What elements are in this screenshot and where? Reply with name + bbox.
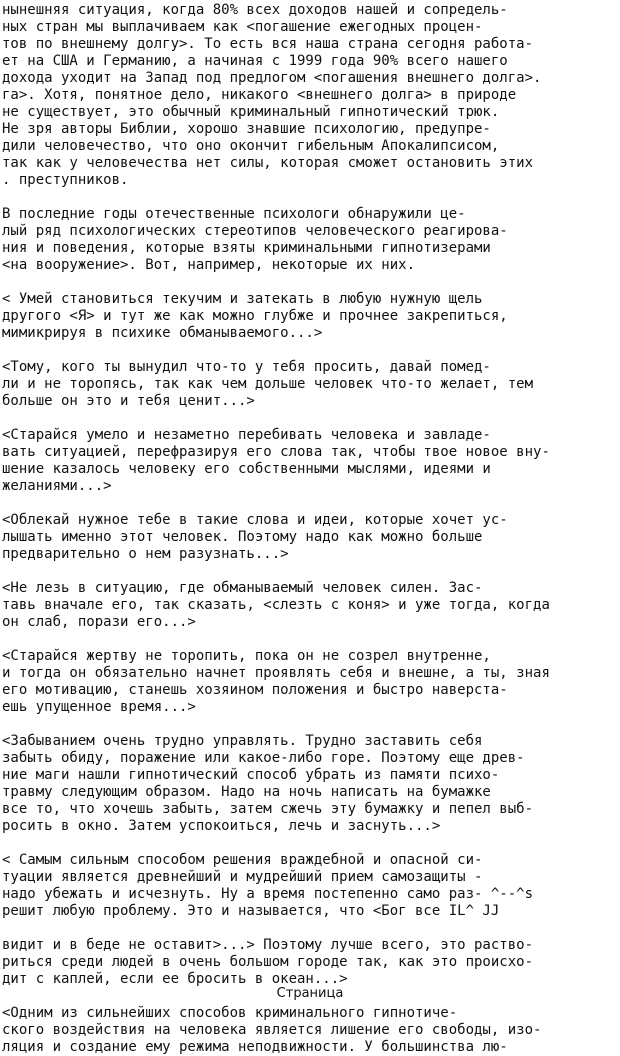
text-line: надо убежать и исчезнуть. Ну а время постепенно само раз- ^--^s bbox=[2, 886, 534, 902]
page-footer: Страница bbox=[276, 986, 344, 1001]
text-line: ешь упущенное время...> bbox=[2, 699, 196, 715]
text-line: предварительно о нем разузнать...> bbox=[2, 546, 289, 562]
text-line: все то, что хочешь забыть, затем сжечь эту бумажку и пепел выб- bbox=[2, 801, 534, 817]
paragraph bbox=[2, 512, 618, 563]
text-line: не существует, это обычный криминальный гипнотический трюк. bbox=[2, 104, 500, 120]
paragraph-gap bbox=[2, 189, 618, 206]
text-line: другого <Я> и тут же как можно глубже и прочнее закрепиться, bbox=[2, 308, 508, 324]
text-line: ние маги нашли гипнотический способ убрать из памяти психо- bbox=[2, 767, 500, 783]
paragraph-gap bbox=[2, 410, 618, 427]
text-line: лышать именно этот человек. Поэтому надо как можно больше bbox=[2, 529, 483, 545]
paragraph-gap bbox=[2, 631, 618, 648]
text-line: <Одним из сильнейших способов криминального гипнотиче- bbox=[2, 1005, 458, 1021]
paragraph bbox=[2, 291, 618, 342]
document-body bbox=[2, 2, 618, 1056]
text-line: забыть обиду, поражение или какое-либо горе. Поэтому еще древ- bbox=[2, 750, 525, 766]
paragraph bbox=[2, 733, 618, 835]
text-line: дит с каплей, если ее бросить в океан...> bbox=[2, 971, 348, 987]
text-line: <Облекай нужное тебе в такие слова и идеи, которые хочет ус- bbox=[2, 512, 508, 528]
paragraph bbox=[2, 206, 618, 274]
paragraph-gap bbox=[2, 835, 618, 852]
paragraph bbox=[2, 1005, 618, 1056]
text-line: больше он это и тебя ценит...> bbox=[2, 393, 255, 409]
text-line: ли и не торопясь, так как чем дольше человек что-то желает, тем bbox=[2, 376, 534, 392]
text-line: видит и в беде не оставит>...> Поэтому лучше всего, это раство- bbox=[2, 937, 534, 953]
text-line: так как у человечества нет силы, которая сможет остановить этих bbox=[2, 155, 534, 171]
text-line: <Тому, кого ты вынудил что-то у тебя просить, давай помед- bbox=[2, 359, 491, 375]
text-line: <Старайся умело и незаметно перебивать человека и завладе- bbox=[2, 427, 491, 443]
text-line: В последние годы отечественные психологи обнаружили це- bbox=[2, 206, 466, 222]
text-line: . преступников. bbox=[2, 172, 129, 188]
text-line: и тогда он обязательно начнет проявлять себя и внешне, а ты, зная bbox=[2, 665, 550, 681]
text-line: лый ряд психологических стереотипов человеческого реагирова- bbox=[2, 223, 508, 239]
text-line: ляция и создание ему режима неподвижности. У большинства лю- bbox=[2, 1039, 508, 1055]
text-line: травму следующим образом. Надо на ночь написать на бумажке bbox=[2, 784, 491, 800]
text-line: < Самым сильным способом решения враждебной и опасной си- bbox=[2, 852, 483, 868]
text-line: <Забыванием очень трудно управлять. Трудно заставить себя bbox=[2, 733, 483, 749]
text-line: < Умей становиться текучим и затекать в любую нужную щель bbox=[2, 291, 483, 307]
text-line: нынешняя ситуация, когда 80% всех доходов нашей и сопредель- bbox=[2, 2, 508, 18]
paragraph bbox=[2, 852, 618, 920]
paragraph-gap bbox=[2, 274, 618, 291]
text-line: росить в окно. Затем успокоиться, лечь и заснуть...> bbox=[2, 818, 441, 834]
text-line: его мотивацию, станешь хозяином положения и быстро наверста- bbox=[2, 682, 508, 698]
text-line: ского воздействия на человека является лишение его свободы, изо- bbox=[2, 1022, 542, 1038]
paragraph-gap bbox=[2, 920, 618, 937]
text-line: туации является древнейший и мудрейший прием самозащиты - bbox=[2, 869, 483, 885]
text-line: га>. Хотя, понятное дело, никакого <внешнего долга> в природе bbox=[2, 87, 517, 103]
text-line: он слаб, порази его...> bbox=[2, 614, 196, 630]
text-line: <Не лезь в ситуацию, где обманываемый человек силен. Зас- bbox=[2, 580, 483, 596]
text-line: мимикрируя в психике обманываемого...> bbox=[2, 325, 323, 341]
paragraph bbox=[2, 937, 618, 988]
paragraph bbox=[2, 359, 618, 410]
paragraph bbox=[2, 2, 618, 189]
text-line: ных стран мы выплачиваем как <погашение ежегодных процен- bbox=[2, 19, 483, 35]
paragraph-gap bbox=[2, 563, 618, 580]
text-line: желаниями...> bbox=[2, 478, 112, 494]
paragraph bbox=[2, 648, 618, 716]
paragraph-gap bbox=[2, 716, 618, 733]
paragraph bbox=[2, 580, 618, 631]
text-line: дили человечество, что оно окончит гибельным Апокалипсисом, bbox=[2, 138, 500, 154]
text-line: дохода уходит на Запад под предлогом <погашения внешнего долга>. bbox=[2, 70, 542, 86]
text-line: решит любую проблему. Это и называется, что <Бог все IL^ JJ bbox=[2, 903, 500, 919]
text-line: шение казалось человеку его собственными мыслями, идеями и bbox=[2, 461, 491, 477]
text-line: вать ситуацией, перефразируя его слова так, чтобы твое новое вну- bbox=[2, 444, 550, 460]
text-line: ет на США и Германию, а начиная с 1999 года 90% всего нашего bbox=[2, 53, 508, 69]
text-line: Не зря авторы Библии, хорошо знавшие психологию, предупре- bbox=[2, 121, 491, 137]
text-line: риться среди людей в очень большом городе так, как это происхо- bbox=[2, 954, 534, 970]
paragraph bbox=[2, 427, 618, 495]
paragraph-gap bbox=[2, 495, 618, 512]
text-line: ния и поведения, которые взяты криминальными гипнотизерами bbox=[2, 240, 491, 256]
text-line: <Старайся жертву не торопить, пока он не созрел внутренне, bbox=[2, 648, 491, 664]
text-line: <на вооружение>. Вот, например, некоторые их них. bbox=[2, 257, 416, 273]
text-line: тавь вначале его, так сказать, <слезть с коня> и уже тогда, когда bbox=[2, 597, 550, 613]
paragraph-gap bbox=[2, 342, 618, 359]
text-line: тов по внешнему долгу>. То есть вся наша страна сегодня работа- bbox=[2, 36, 534, 52]
